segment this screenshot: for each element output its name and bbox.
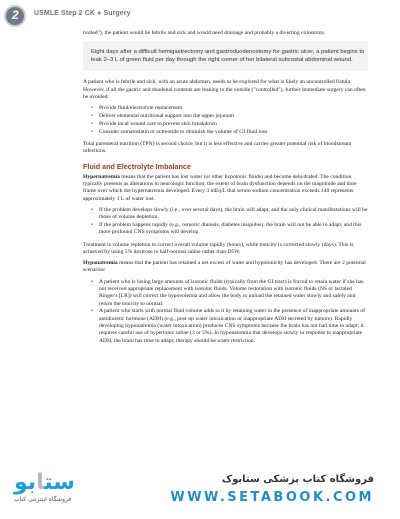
hyponatremia-paragraph — [83, 260, 368, 275]
list-item: • Provide fluid/electrolyte replacement — [91, 105, 368, 112]
header-separator: ● — [97, 10, 102, 17]
logo-number: 2 — [12, 8, 19, 22]
list-item: • If the problem develops slowly (i.e., over several days), the brain will adapt, and the only clinical manifestations will be those of volume depletion. — [91, 207, 368, 222]
footer-url: WWW.SETABOOK.COM — [170, 490, 374, 505]
hyponatremia-list — [91, 279, 368, 345]
tpn-paragraph: Total parenteral nutrition (TPN) is second choice, but it is less effective and carries greater potential risk of bloodstream infections. — [83, 141, 352, 155]
clinical-case-box: Eight days after a difficult hemigastrectomy and gastroduodenostomy for gastric ulcer, a patient begins to leak 2–3 L of green fluid per day through the right corner of her bilateral subcostal abdominal wound. — [83, 41, 368, 71]
running-header — [34, 10, 131, 17]
brand-caption: فروشگاه اینترنتی کتاب — [14, 496, 72, 503]
list-item: • A patient who is losing large amounts of isotonic fluids (typically from the GI tract) is forced to retain water if she has not received appropriate replacement with isotonic fluids. Volume restoration with isotonic fluids (NS or lactated Ringer's [LR]) will correct the hypovolemia and allow the body to unload the retained water slowly and safely and return the tonicity to normal. — [91, 279, 368, 308]
footer-title: فروشگاه کتاب پزشکی ستابوک — [221, 474, 374, 485]
hypernatremia-term: Hypernatremia — [83, 173, 120, 180]
intro-paragraph: trolled"), the patient would be febrile and sick and would need drainage and probably a diverting colostomy. — [83, 30, 326, 36]
fistula-management-list — [91, 105, 368, 136]
setabook-logo — [14, 472, 84, 512]
hypernatremia-paragraph — [83, 174, 368, 203]
fistula-paragraph: A patient who is febrile and sick, with an acute abdomen, needs to be explored for what is likely an uncontrolled fistula. However, if all the gastric and duodenal contents are leaking to the outside ("controlled"), further immediate surgery can often be avoided: — [83, 79, 366, 101]
list-item: • Consider somatostatin or octreotide to diminish the volume of GI fluid loss — [91, 129, 368, 136]
brand-mark-icon: ستابو — [14, 470, 75, 495]
header-book-title: USMLE Step 2 CK — [34, 10, 96, 17]
hypernatremia-treatment: Treatment is volume repletion to correct overall volume rapidly (hours), while tonicity is corrected slowly (days). This is achieved by using 5% dextrose in half-normal saline rather than D5W. — [83, 241, 354, 255]
list-item: • A patient who starts with normal fluid volume adds to it by retaining water in the presence of inappropriate amounts of antidiuretic hormone (ADH) (e.g., post-op water intoxication or inappropriate ADH secreted by tumors). Rapidly developing hyponatremia (water intoxication) produces CNS symptoms because the brain has not had time to adapt; it requires careful use of hypertonic saline (3 or 5%). In hyponatremia that develops slowly in response to inappropriate ADH, the brain has time to adapt; therapy should be water restriction. — [91, 308, 368, 344]
list-item: • Deliver elemental nutritional support into the upper jejunum — [91, 113, 368, 120]
list-item: • If the problem happens rapidly (e.g., osmotic diuresis, diabetes insipidus), the brain will not be able to adapt, and this more profound CNS symptoms will develop. — [91, 222, 368, 237]
section-heading: Fluid and Electrolyte Imbalance — [83, 161, 191, 171]
hyponatremia-term: Hyponatremia — [83, 260, 118, 267]
hyponatremia-text: means that the patient has retained a net excess of water and hypotonicity has developed. There are 2 potential scenarios: — [83, 260, 366, 274]
hypernatremia-text: means that the patient has lost water (or other hypotonic fluids) and become dehydrated. The condition typically presents as alterations in neurologic function; the extent of brain dysfunction depends on the magnitude and time frame over which the hypernatremia developed. Every 3 mEq/L that serum sodium concentration exceeds 140 represents approximately 1 L of water lost. — [83, 173, 357, 202]
header-section: Surgery — [103, 10, 131, 17]
page-header — [0, 0, 400, 32]
step-logo-icon — [4, 5, 26, 27]
hypernatremia-list — [91, 207, 368, 237]
page-content — [83, 30, 368, 350]
page-footer — [0, 462, 400, 519]
list-item: • Provide local wound care to prevent skin breakdown — [91, 121, 368, 128]
